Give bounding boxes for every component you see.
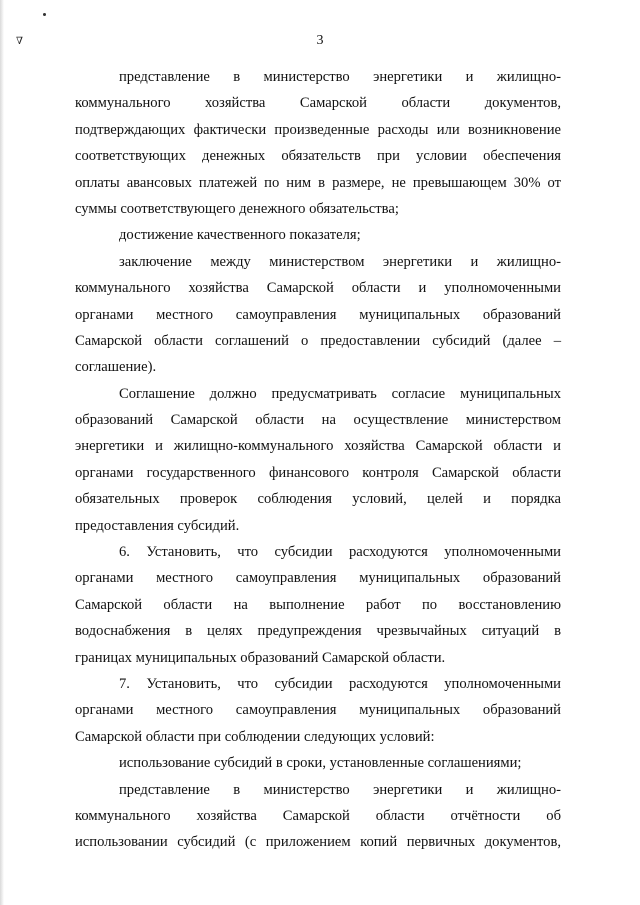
text-line: органами местного самоуправления муниципальных образований — [75, 570, 561, 587]
text-line: обязательных проверок соблюдения условий, целей и порядка — [75, 491, 561, 508]
text-line: заключение между министерством энергетики и жилищно- — [119, 253, 561, 270]
text-line: органами местного самоуправления муниципальных образований — [75, 702, 561, 719]
text-line: соответствующих денежных обязательств при условии обеспечения — [75, 148, 561, 165]
text-line: представление в министерство энергетики и жилищно- — [119, 781, 561, 798]
text-line: суммы соответствующего денежного обязательства; — [75, 200, 399, 217]
text-line: коммунального хозяйства Самарской области отчётности об — [75, 807, 561, 824]
paragraph-usage-deadlines — [75, 750, 561, 776]
page-number: 3 — [316, 33, 324, 48]
text-line: 6. Установить, что субсидии расходуются уполномоченными — [119, 544, 561, 561]
text-line: использование субсидий в сроки, установленные соглашениями; — [119, 755, 522, 772]
text-line: достижение качественного показателя; — [119, 227, 361, 244]
document-body — [75, 64, 561, 856]
text-line: предоставления субсидий. — [75, 517, 240, 534]
text-line: 7. Установить, что субсидии расходуются уполномоченными — [119, 675, 561, 692]
text-line: представление в министерство энергетики и жилищно- — [119, 69, 561, 85]
paragraph-item-6 — [75, 539, 561, 671]
text-line: использовании субсидий (с приложением копий первичных документов, — [75, 834, 561, 851]
paragraph-quality-indicator — [75, 222, 561, 248]
corner-mark: ∇ — [16, 36, 23, 47]
text-line: водоснабжения в целях предупреждения чрезвычайных ситуаций в — [75, 623, 561, 640]
text-line: коммунального хозяйства Самарской области и уполномоченными — [75, 280, 561, 297]
text-line: органами государственного финансового контроля Самарской области — [75, 464, 561, 481]
paragraph-report-submission — [75, 64, 561, 222]
text-line: энергетики и жилищно-коммунального хозяйства Самарской области и — [75, 438, 561, 455]
text-line: границах муниципальных образований Самарской области. — [75, 649, 446, 666]
text-line: коммунального хозяйства Самарской области документов, — [75, 95, 561, 112]
paragraph-agreement-consent — [75, 381, 561, 539]
paragraph-usage-report — [75, 777, 561, 856]
scan-dot — [43, 13, 46, 16]
text-line: Самарской области при соблюдении следующих условий: — [75, 728, 435, 745]
text-line: Самарской области на выполнение работ по восстановлению — [75, 596, 561, 613]
text-line: оплаты авансовых платежей по ним в размере, не превышающем 30% от — [75, 174, 561, 191]
text-line: соглашение). — [75, 359, 157, 376]
paragraph-item-7 — [75, 671, 561, 750]
text-line: органами местного самоуправления муниципальных образований — [75, 306, 561, 323]
text-line: Самарской области соглашений о предоставлении субсидий (далее – — [75, 332, 561, 349]
scan-edge-shadow — [0, 0, 4, 905]
text-line: подтверждающих фактически произведенные расходы или возникновение — [75, 121, 561, 138]
text-line: Соглашение должно предусматривать согласие муниципальных — [119, 385, 561, 402]
paragraph-agreement-conclusion — [75, 249, 561, 381]
text-line: образований Самарской области на осуществление министерством — [75, 412, 561, 429]
